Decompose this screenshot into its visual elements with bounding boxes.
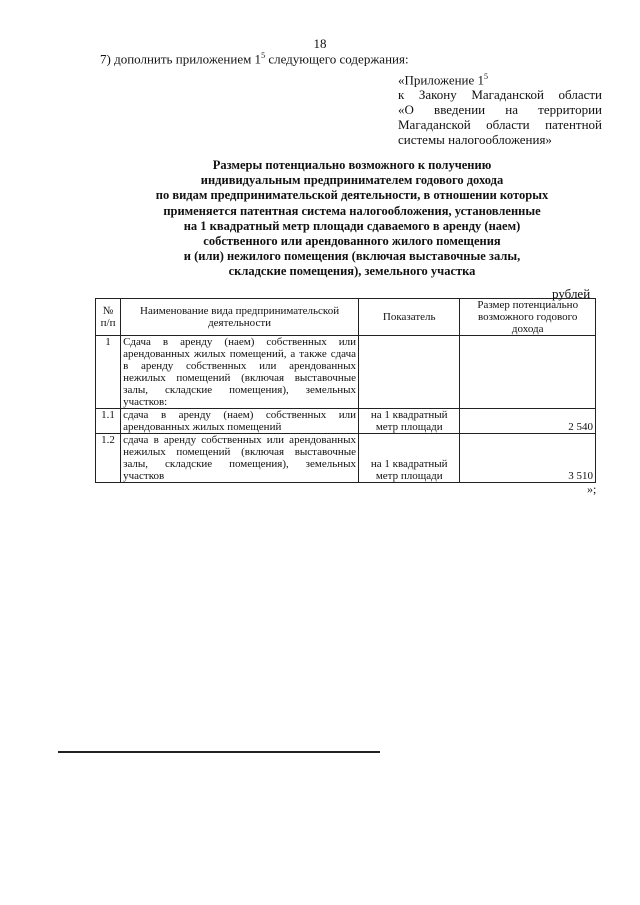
footnote-divider [58,751,380,753]
unit-label: рублей [552,286,591,301]
row-income [460,336,596,409]
row-indicator [359,336,460,409]
appendix-line-2: к Закону Магаданской области [398,87,602,103]
appendix-title: «Приложение $1^5$ [398,72,489,88]
header-indicator: Показатель [359,299,460,336]
appendix-line-5: системы налогообложения» [398,132,552,148]
intro-text: 7) дополнить приложением 1 [100,51,262,67]
row-num: 1.2 [96,434,121,483]
row-indicator: на 1 квадратный метр площади [359,434,460,483]
page-number: 18 [313,36,327,51]
intro-text-end: следующего содержания: [265,51,409,67]
title-line: применяется патентная система налогообложения, установленные [163,203,541,218]
row-activity: Сдача в аренду (наем) собственных или арендованных жилых помещений, а также сдача в аренду собственных или арендованных нежилых помещений (включая выставочные залы, складские помещения), земельных участков: [121,336,359,409]
closing-quote-mark: »; [587,482,597,496]
amendment-intro [100,51,409,67]
title-line: индивидуальным предпринимателем годового дохода [200,173,504,188]
appendix-header [398,69,602,147]
intro-superscript: 5 [261,51,266,60]
row-activity: сдача в аренду (наем) собственных или арендованных жилых помещений [121,409,359,434]
row-indicator: на 1 квадратный метр площади [359,409,460,434]
document-title [100,158,604,280]
table-header-row [96,299,596,336]
title-line: Размеры потенциально возможного к получению [212,158,492,172]
row-num: 1 [96,336,121,409]
row-num: 1.1 [96,409,121,434]
table-row [96,434,596,483]
row-income: 3 510 [460,434,596,483]
title-line: и (или) нежилого помещения (включая выставочные залы, [183,249,521,264]
appendix-line-4: Магаданской области патентной [398,117,602,133]
header-activity: Наименование вида предпринимательской деятельности [121,299,359,336]
header-num: № п/п [96,299,121,336]
income-table [95,298,596,483]
appendix-line-3: «О введении на территории [398,102,602,118]
title-line: по видам предпринимательской деятельности, в отношении которых [155,188,549,203]
title-line: собственного или арендованного жилого помещения [203,234,501,249]
title-line: складские помещения), земельного участка [228,264,476,279]
row-activity: сдача в аренду собственных или арендованных нежилых помещений (включая выставочные залы, складские помещения), земельных участков [121,434,359,483]
table-row [96,409,596,434]
title-line: на 1 квадратный метр площади сдаваемого в аренду (наем) [183,218,521,233]
table-row [96,336,596,409]
row-income: 2 540 [460,409,596,434]
header-income: Размер потенциально возможного годового дохода [460,299,596,336]
